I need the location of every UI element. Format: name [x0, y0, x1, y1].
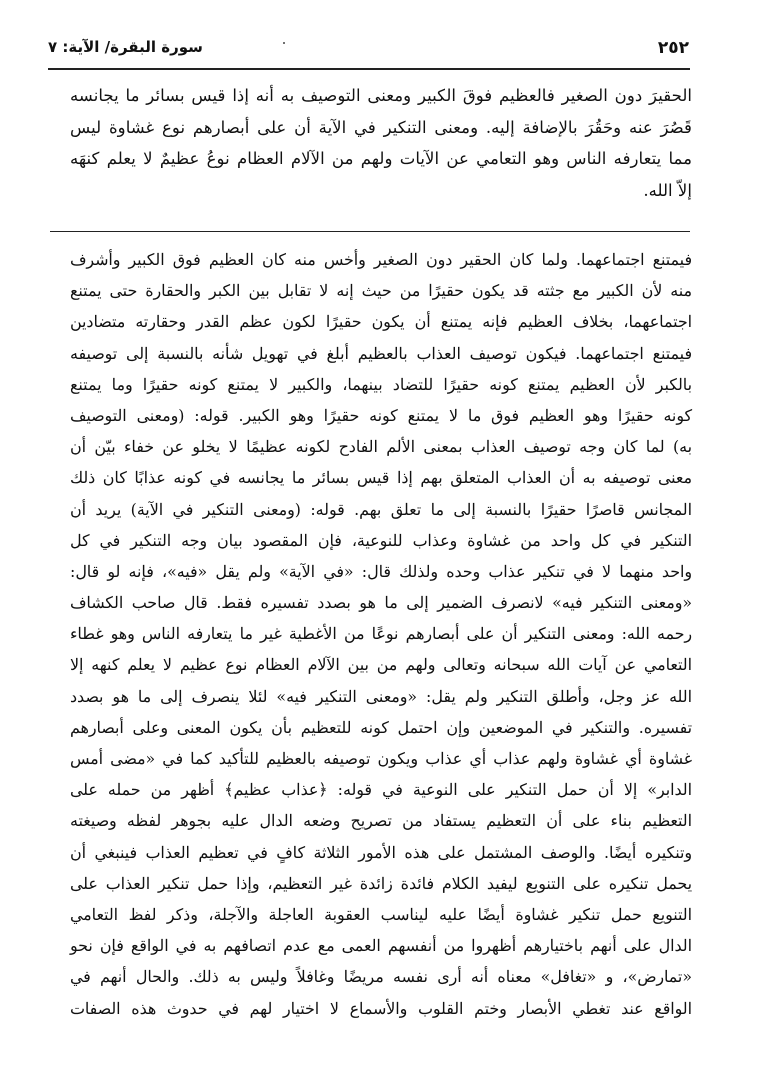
- commentary-line: المجانس قاصرًا حقيرًا بالنسبة إلى ما تعلق بهم. قوله: (ومعنى التنكير في الآية) يريد أن: [70, 499, 692, 519]
- scan-speck: [283, 42, 285, 44]
- main-text-line: مما يتعارفه الناس وهو التعامي عن الآيات ولهم من الآلام العظام نوعُ عظيمٌ لا يعلم كنهَه: [70, 149, 692, 168]
- commentary-line: يحمل تنكيره على التنويع ليفيد الكلام فائدة زائدة غير التعظيم، وإذا حمل تنكير العذاب على: [70, 873, 692, 893]
- commentary-line: اجتماعهما، بخلاف العظيم فإنه يمتنع أن يكون حقيرًا لكون عظم القدر وحقارته متضادين: [70, 312, 692, 332]
- commentary-line: تفسيره. والتنكير في الموضعين وإن احتمل كونه للتعظيم بأن يكون المعنى وعلى أبصارهم: [70, 717, 692, 737]
- commentary-line: فيمتنع اجتماعهما. ولما كان الحقير دون الصغير وأخس منه كان العظيم فوق الكبير وأشرف: [70, 250, 692, 269]
- commentary-line: التنكير في كل واحد من غشاوة وعذاب للنوعية، فإن المقصود بيان وجه التنكير في كل: [70, 530, 692, 550]
- chapter-title: سورة البقرة/ الآية: ٧: [48, 38, 203, 56]
- main-text-line: الحقيرَ دون الصغير فالعظيم فوقَ الكبير ومعنى التوصيف به أنه إذا قيس بسائر ما يجانسه: [70, 86, 692, 105]
- main-text-line: قَصُرَ عنه وحَقُرَ بالإضافة إليه. ومعنى التنكير في الآية أن على أبصارهم نوع غشاوة ليس: [70, 117, 692, 137]
- commentary-line: كونه حقيرًا وهو العظيم فوق ما لا يمتنع كونه حقيرًا وهو الكبير. قوله: (ومعنى التوصيف: [70, 405, 692, 425]
- header-divider: [48, 68, 690, 70]
- commentary-line: التنويع حمل تنكير غشاوة أيضًا عليه ليناسب العقوبة العاجلة والآجلة، وذكر لفظ التعامي: [70, 904, 692, 924]
- commentary-line: وتنكيره أيضًا. والوصف المشتمل على هذه الأمور الثلاثة كافٍ في تعظيم العذاب فينبغي أن: [70, 842, 692, 862]
- commentary-line: «تمارض»، و «تغافل» معناه أنه أرى نفسه مريضًا وغافلاً وليس به ذلك. والحال أنهم في: [70, 967, 692, 987]
- section-divider: [50, 231, 690, 232]
- commentary-block: [70, 244, 692, 1024]
- main-text-line: إلاّ الله.: [643, 180, 692, 200]
- commentary-line: التعامي عن آيات الله سبحانه وتعالى ولهم من بين الآلام العظام نوع عظيم لا يعلم كنهه إلا: [70, 655, 692, 675]
- commentary-line: الواقع عند تغطي الأبصار وختم القلوب والأسماع لا اختيار لهم في حدوث هذه الصفات: [70, 998, 692, 1018]
- main-text-block: [70, 80, 692, 206]
- commentary-line: غشاوة أي غشاوة ولهم عذاب أي عذاب ويكون توصيفه بالعظيم للتأكيد كما في «مضى أمس: [70, 749, 692, 768]
- commentary-line: معنى توصيفه به أن العذاب المتعلق بهم إذا قيس بسائر ما يجانسه في كونه عذابًا كان ذلك: [70, 468, 692, 488]
- commentary-line: رحمه الله: ومعنى التنكير أن على أبصارهم نوعًا من الأغطية غير ما يتعارفه الناس وهو غطاء: [70, 624, 692, 644]
- commentary-line: منه لأن الكبير مع جثته قد يكون حقيرًا من حيث إنه لا تقابل بين الكبر والحقارة حتى يمتنع: [70, 281, 692, 301]
- commentary-line: واحد منهما لا في تنكير عذاب وحده ولذلك قال: «في الآية» ولم يقل «فيه»، فإنه لو قال:: [70, 561, 692, 581]
- commentary-line: «ومعنى التنكير فيه» لانصرف الضمير إلى ما هو بصدد تفسيره فقط. قال صاحب الكشاف: [70, 593, 692, 613]
- commentary-line: التعظيم بناء على أن التعظيم يستفاد من تصريح وضعه الدال عليه بجوهر لفظه وصيغته: [70, 811, 692, 831]
- page-number: ٢٥٢: [657, 38, 689, 58]
- commentary-line: فيمتنع اجتماعهما. فيكون توصيف العذاب بالعظيم أبلغ في تهويل شأنه بالنسبة إلى توصيفه: [70, 343, 692, 363]
- running-header: [48, 32, 689, 64]
- commentary-line: الدال على أنهم باختيارهم أظهروا من أنفسهم العمى مع عدم اتصافهم به في الواقع فإن نحو: [70, 936, 692, 956]
- commentary-line: الدابر» إلا أن حمل التنكير على النوعية في قوله: ﴿عذاب عظيم﴾ أظهر من حمله على: [70, 780, 692, 800]
- commentary-line: به) لما كان وجه توصيف العذاب بمعنى الألم الفادح لكونه عظيمًا لا يخلو عن خفاء بيّن أن: [70, 437, 692, 457]
- commentary-line: الله عز وجل، وأطلق التنكير ولم يقل: «ومعنى التنكير فيه» لئلا ينصرف إلى ما هو بصدد: [70, 686, 692, 706]
- commentary-line: بالكبر لأن العظيم يمتنع كونه حقيرًا للتضاد بينهما، والكبير لا يمتنع كونه حقيرًا وما يمتنع: [70, 374, 692, 394]
